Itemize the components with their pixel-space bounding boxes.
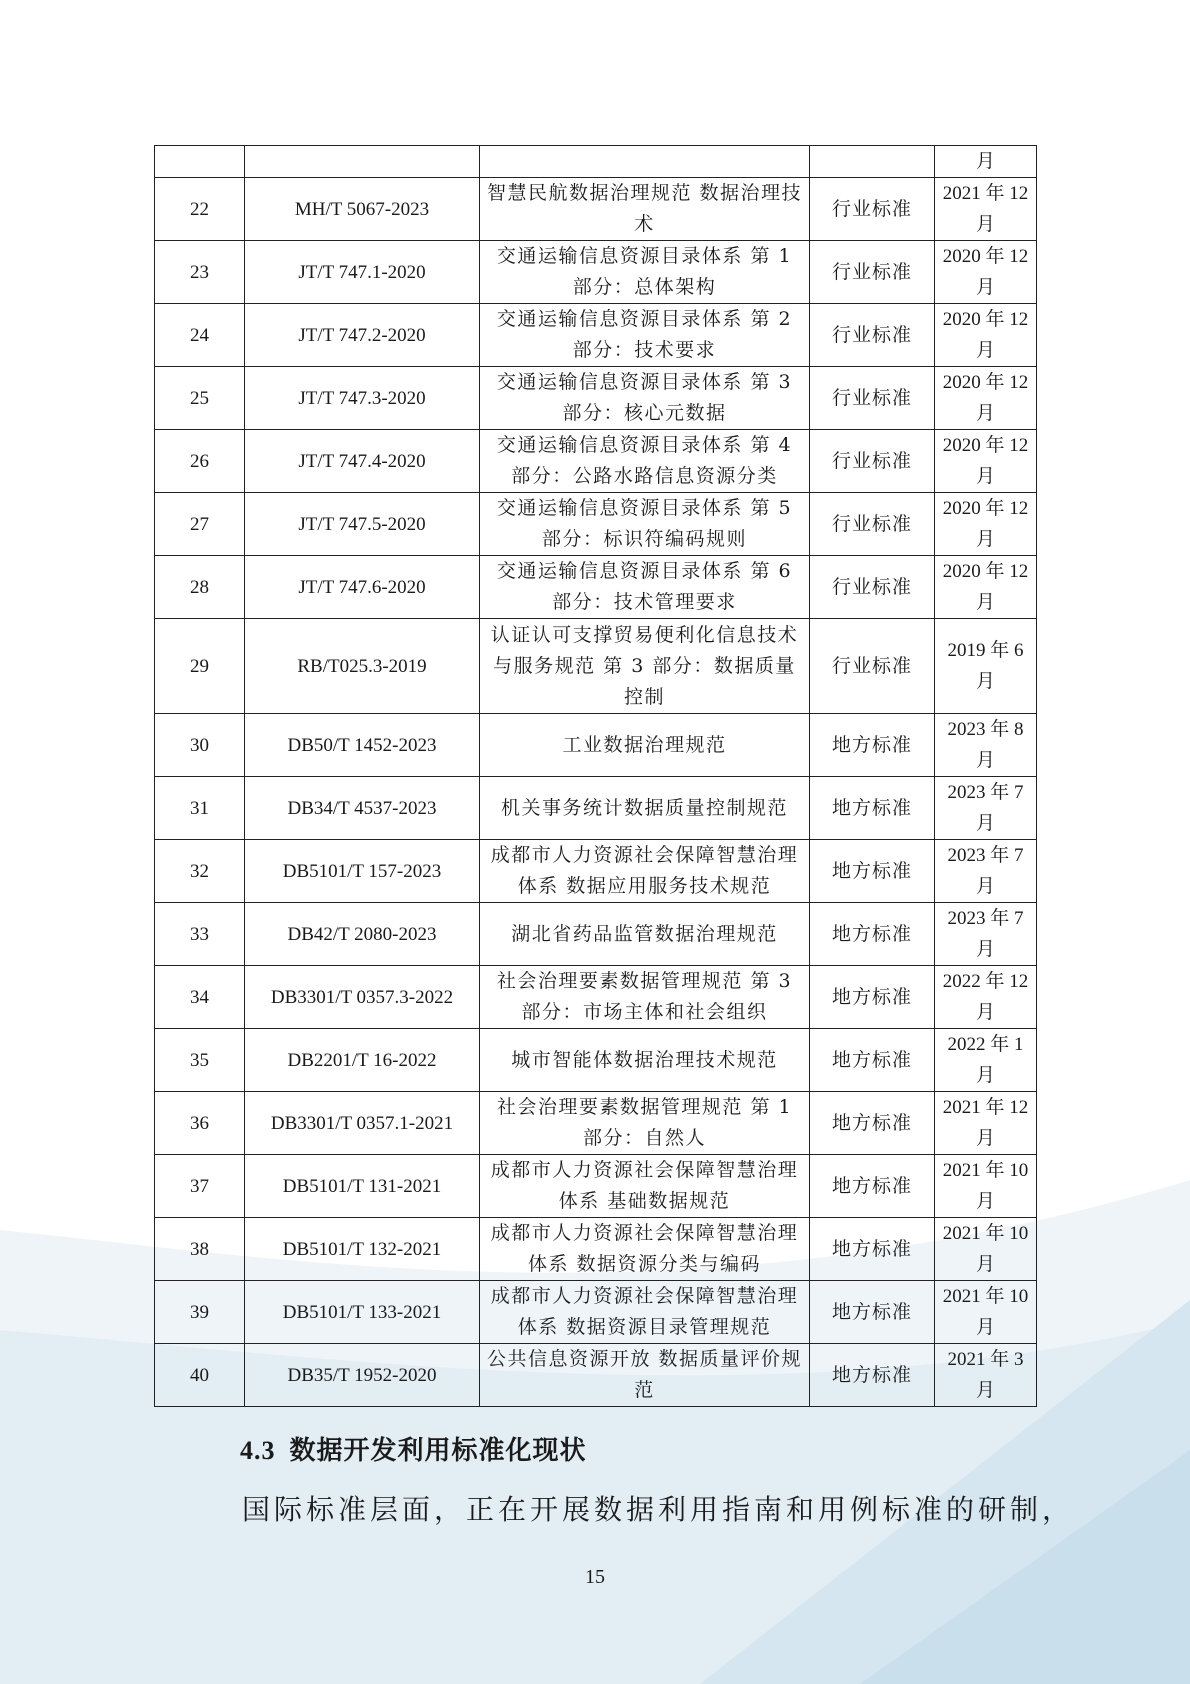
cell-name: 社会治理要素数据管理规范 第 1 部分：自然人 — [480, 1092, 810, 1155]
cell-number: 25 — [155, 367, 245, 430]
cell-date: 2023 年 7 月 — [935, 840, 1037, 903]
table-row — [155, 714, 1037, 777]
cell-type: 行业标准 — [810, 493, 935, 556]
cell-date: 2021 年 12 月 — [935, 1092, 1037, 1155]
cell-date: 2020 年 12 月 — [935, 241, 1037, 304]
cell-name: 机关事务统计数据质量控制规范 — [480, 777, 810, 840]
cell-type: 行业标准 — [810, 367, 935, 430]
cell-number: 22 — [155, 178, 245, 241]
cell-number: 27 — [155, 493, 245, 556]
cell-code: DB5101/T 132-2021 — [245, 1218, 480, 1281]
cell-type: 地方标准 — [810, 903, 935, 966]
cell-code: DB42/T 2080-2023 — [245, 903, 480, 966]
cell-number: 30 — [155, 714, 245, 777]
cell-number: 35 — [155, 1029, 245, 1092]
cell-number: 32 — [155, 840, 245, 903]
cell-name — [480, 146, 810, 178]
table-row — [155, 966, 1037, 1029]
cell-date: 2021 年 10 月 — [935, 1218, 1037, 1281]
table-row — [155, 241, 1037, 304]
cell-code: RB/T025.3-2019 — [245, 619, 480, 714]
cell-name: 交通运输信息资源目录体系 第 5 部分：标识符编码规则 — [480, 493, 810, 556]
body-paragraph: 国际标准层面，正在开展数据利用指南和用例标准的研制， — [242, 1493, 1075, 1526]
table-row — [155, 304, 1037, 367]
cell-name: 交通运输信息资源目录体系 第 4 部分：公路水路信息资源分类 — [480, 430, 810, 493]
cell-number: 31 — [155, 777, 245, 840]
cell-code: DB34/T 4537-2023 — [245, 777, 480, 840]
cell-code: JT/T 747.5-2020 — [245, 493, 480, 556]
cell-type: 地方标准 — [810, 1029, 935, 1092]
cell-type: 行业标准 — [810, 430, 935, 493]
cell-name: 交通运输信息资源目录体系 第 6 部分：技术管理要求 — [480, 556, 810, 619]
table-row — [155, 1344, 1037, 1407]
cell-code: DB5101/T 157-2023 — [245, 840, 480, 903]
cell-code: DB2201/T 16-2022 — [245, 1029, 480, 1092]
cell-name: 智慧民航数据治理规范 数据治理技术 — [480, 178, 810, 241]
cell-number: 33 — [155, 903, 245, 966]
cell-name: 公共信息资源开放 数据质量评价规范 — [480, 1344, 810, 1407]
cell-number: 39 — [155, 1281, 245, 1344]
cell-type: 行业标准 — [810, 619, 935, 714]
cell-type: 地方标准 — [810, 1155, 935, 1218]
cell-type: 地方标准 — [810, 714, 935, 777]
cell-name: 成都市人力资源社会保障智慧治理体系 数据资源目录管理规范 — [480, 1281, 810, 1344]
table-row-continuation — [155, 146, 1037, 178]
cell-number: 28 — [155, 556, 245, 619]
cell-date: 2021 年 3 月 — [935, 1344, 1037, 1407]
cell-name: 成都市人力资源社会保障智慧治理体系 数据应用服务技术规范 — [480, 840, 810, 903]
cell-type: 地方标准 — [810, 777, 935, 840]
cell-number: 23 — [155, 241, 245, 304]
table-row — [155, 903, 1037, 966]
cell-type: 行业标准 — [810, 556, 935, 619]
table-row — [155, 777, 1037, 840]
cell-name: 认证认可支撑贸易便利化信息技术与服务规范 第 3 部分：数据质量控制 — [480, 619, 810, 714]
cell-type: 地方标准 — [810, 1218, 935, 1281]
cell-number: 24 — [155, 304, 245, 367]
cell-date: 2023 年 7 月 — [935, 777, 1037, 840]
cell-code: JT/T 747.6-2020 — [245, 556, 480, 619]
cell-code: DB5101/T 133-2021 — [245, 1281, 480, 1344]
cell-number: 40 — [155, 1344, 245, 1407]
table-row — [155, 1281, 1037, 1344]
table-row — [155, 1029, 1037, 1092]
cell-type: 地方标准 — [810, 1092, 935, 1155]
cell-code: JT/T 747.1-2020 — [245, 241, 480, 304]
cell-number: 36 — [155, 1092, 245, 1155]
table-row — [155, 430, 1037, 493]
cell-code: DB5101/T 131-2021 — [245, 1155, 480, 1218]
cell-name: 社会治理要素数据管理规范 第 3 部分：市场主体和社会组织 — [480, 966, 810, 1029]
cell-number: 34 — [155, 966, 245, 1029]
cell-name: 交通运输信息资源目录体系 第 1 部分：总体架构 — [480, 241, 810, 304]
cell-name: 成都市人力资源社会保障智慧治理体系 数据资源分类与编码 — [480, 1218, 810, 1281]
cell-type: 地方标准 — [810, 966, 935, 1029]
cell-name: 城市智能体数据治理技术规范 — [480, 1029, 810, 1092]
cell-number — [155, 146, 245, 178]
cell-code: DB3301/T 0357.3-2022 — [245, 966, 480, 1029]
cell-name: 湖北省药品监管数据治理规范 — [480, 903, 810, 966]
table-row — [155, 1155, 1037, 1218]
cell-date: 月 — [935, 146, 1037, 178]
table-row — [155, 619, 1037, 714]
cell-number: 26 — [155, 430, 245, 493]
cell-type: 地方标准 — [810, 1344, 935, 1407]
cell-code: DB50/T 1452-2023 — [245, 714, 480, 777]
cell-type: 行业标准 — [810, 178, 935, 241]
cell-date: 2022 年 12 月 — [935, 966, 1037, 1029]
table-row — [155, 556, 1037, 619]
cell-date: 2019 年 6 月 — [935, 619, 1037, 714]
cell-name: 交通运输信息资源目录体系 第 3 部分：核心元数据 — [480, 367, 810, 430]
table-row — [155, 840, 1037, 903]
table-row — [155, 1092, 1037, 1155]
cell-name: 交通运输信息资源目录体系 第 2 部分：技术要求 — [480, 304, 810, 367]
cell-date: 2020 年 12 月 — [935, 493, 1037, 556]
table-row — [155, 367, 1037, 430]
cell-code: JT/T 747.3-2020 — [245, 367, 480, 430]
section-heading — [240, 1430, 587, 1467]
table-row — [155, 493, 1037, 556]
cell-name: 工业数据治理规范 — [480, 714, 810, 777]
cell-date: 2020 年 12 月 — [935, 430, 1037, 493]
table-row — [155, 1218, 1037, 1281]
cell-code: JT/T 747.4-2020 — [245, 430, 480, 493]
cell-date: 2021 年 10 月 — [935, 1155, 1037, 1218]
cell-type: 地方标准 — [810, 1281, 935, 1344]
cell-date: 2021 年 10 月 — [935, 1281, 1037, 1344]
cell-code: DB35/T 1952-2020 — [245, 1344, 480, 1407]
section-number: 4.3 — [240, 1436, 276, 1465]
cell-number: 37 — [155, 1155, 245, 1218]
cell-date: 2020 年 12 月 — [935, 304, 1037, 367]
cell-date: 2023 年 7 月 — [935, 903, 1037, 966]
cell-date: 2021 年 12 月 — [935, 178, 1037, 241]
cell-code: DB3301/T 0357.1-2021 — [245, 1092, 480, 1155]
standards-table — [154, 145, 1037, 1407]
page-number: 15 — [585, 1566, 605, 1588]
cell-date: 2020 年 12 月 — [935, 367, 1037, 430]
table-row — [155, 178, 1037, 241]
section-title: 数据开发利用标准化现状 — [289, 1436, 587, 1466]
cell-code — [245, 146, 480, 178]
cell-date: 2023 年 8 月 — [935, 714, 1037, 777]
cell-number: 29 — [155, 619, 245, 714]
cell-code: MH/T 5067-2023 — [245, 178, 480, 241]
cell-type — [810, 146, 935, 178]
cell-date: 2022 年 1 月 — [935, 1029, 1037, 1092]
cell-date: 2020 年 12 月 — [935, 556, 1037, 619]
cell-number: 38 — [155, 1218, 245, 1281]
cell-type: 地方标准 — [810, 840, 935, 903]
cell-code: JT/T 747.2-2020 — [245, 304, 480, 367]
cell-name: 成都市人力资源社会保障智慧治理体系 基础数据规范 — [480, 1155, 810, 1218]
cell-type: 行业标准 — [810, 241, 935, 304]
cell-type: 行业标准 — [810, 304, 935, 367]
